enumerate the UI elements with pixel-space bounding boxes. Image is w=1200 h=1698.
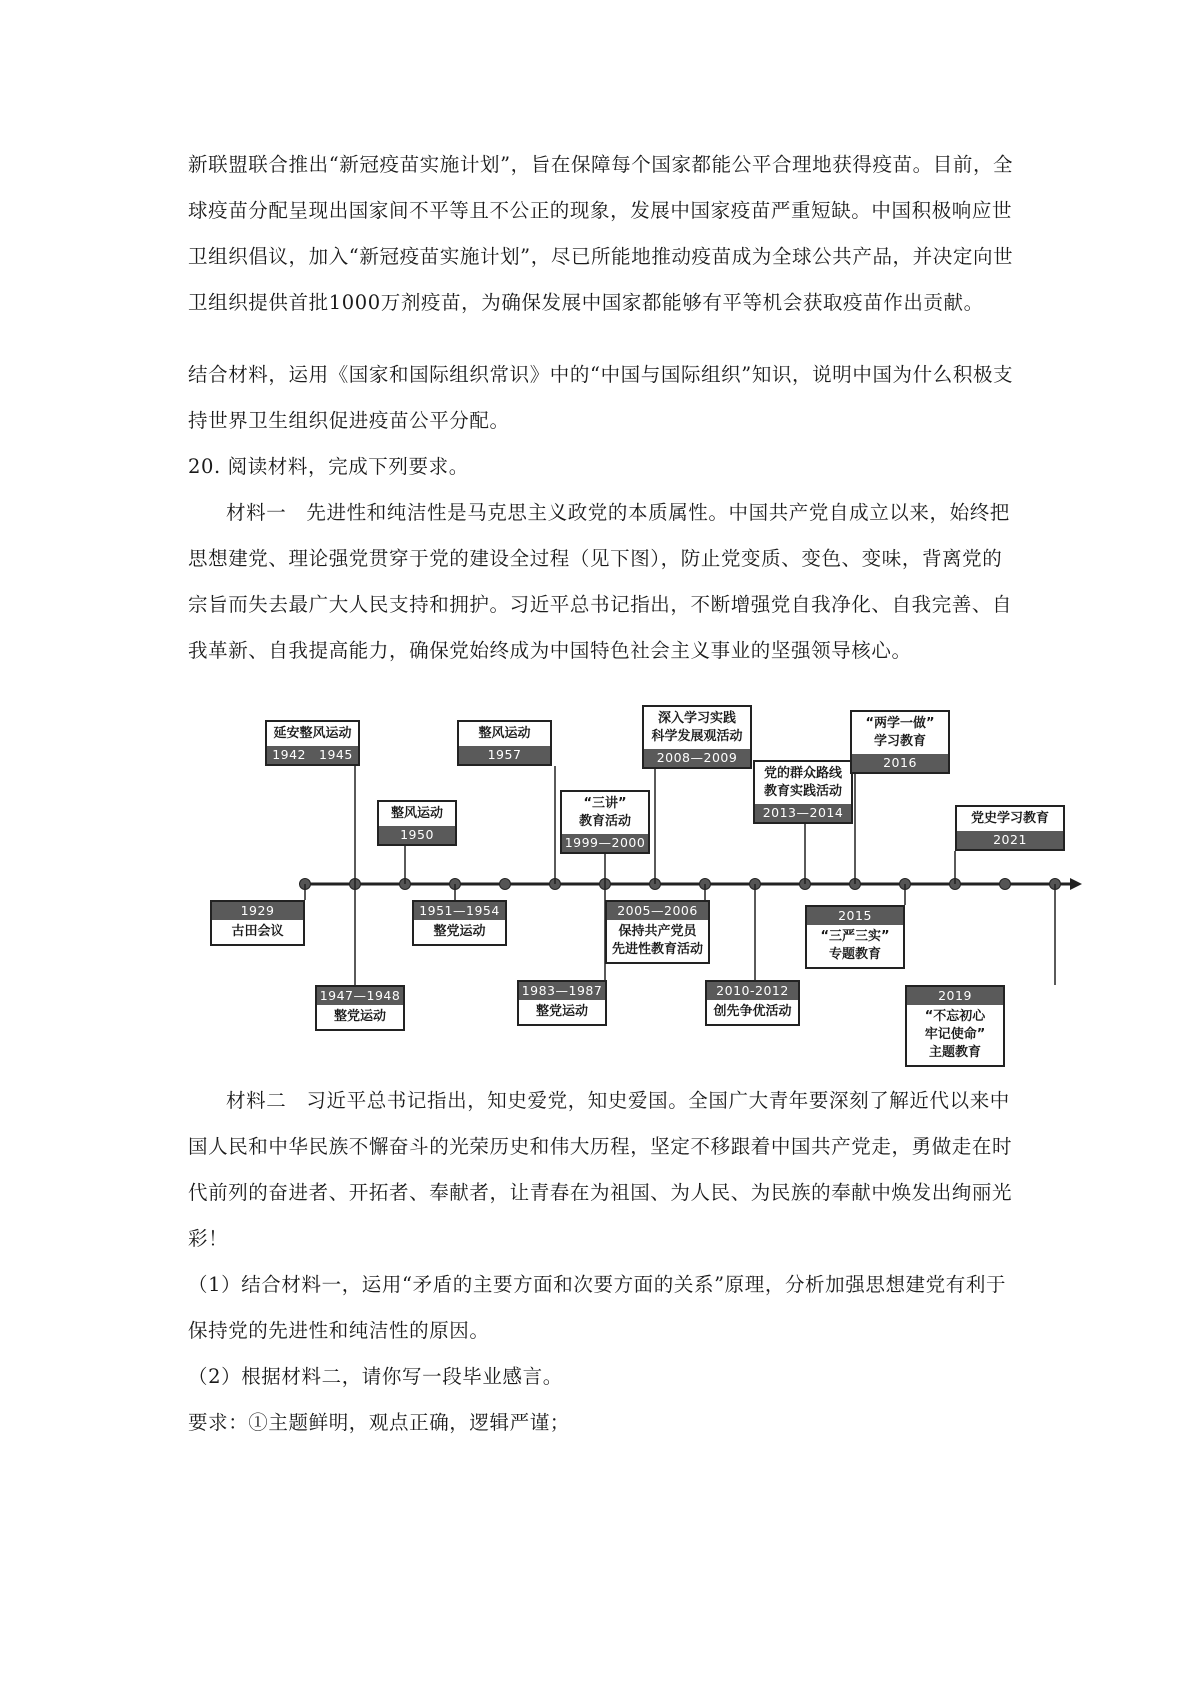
timeline-event-label-line: 整党运动 [433,924,486,939]
answer-requirements: 要求：①主题鲜明，观点正确，逻辑严谨； [188,1411,570,1434]
timeline-event-label-line: 科学发展观活动 [651,729,743,744]
timeline-dot [1000,879,1011,890]
timeline-event-year: 1929 [212,902,303,920]
timeline-event-below-7 [905,985,1005,1067]
timeline-event-year: 1950 [379,826,455,844]
timeline-event-year: 2013—2014 [755,804,851,822]
timeline-event-label-line: 主题教育 [928,1045,981,1060]
timeline-event-label-line: 专题教育 [828,947,881,962]
timeline-event-label [562,792,648,834]
timeline-event-label-line: “两学一做” [865,716,935,731]
sub-question-1: （1）结合材料一，运用“矛盾的主要方面和次要方面的关系”原理，分析加强思想建党有利于保持党的先进性和纯洁性的原因。 [188,1273,1007,1342]
timeline-event-label [607,920,708,962]
timeline-event-year: 1999—2000 [562,834,648,852]
timeline-event-label-line: “三讲” [583,796,627,811]
timeline-event-above-4 [642,705,752,769]
question-19-prompt: 结合材料，运用《国家和国际组织常识》中的“中国与国际组织”知识，说明中国为什么积极支持世界卫生组织促进疫苗公平分配。 [188,363,1014,432]
timeline-event-year: 2015 [807,907,903,925]
timeline-event-label [755,762,851,804]
timeline-event-label-line: 党的群众路线 [763,766,842,781]
question-20-title: 20. 阅读材料，完成下列要求。 [188,455,469,478]
timeline-event-label [957,807,1063,831]
timeline-event-label-line: 党史学习教育 [970,811,1049,826]
timeline-event-above-7 [955,805,1065,851]
timeline-event-above-3 [560,790,650,854]
timeline-event-label [644,707,750,749]
timeline-event-year: 1957 [459,746,550,764]
timeline-event-label-line: 整风运动 [390,806,443,821]
timeline-event-label [519,1000,605,1024]
timeline-dot [500,879,511,890]
timeline-event-label-line: 教育实践活动 [763,784,842,799]
paragraph-vaccine-material: 新联盟联合推出“新冠疫苗实施计划”，旨在保障每个国家都能公平合理地获得疫苗。目前，全球疫苗分配呈现出国家间不平等且不公正的现象，发展中国家疫苗严重短缺。中国积极响应世卫组织倡议，加入“新冠疫苗实施计划”，尽已所能地推动疫苗成为全球公共产品，并决定向世卫组织提供首批1000万剂疫苗，为确保发展中国家都能够有平等机会获取疫苗作出贡献。 [188,153,1014,314]
timeline-event-label-line: 先进性教育活动 [611,942,703,957]
timeline-event-above-2 [457,720,552,766]
timeline-event-above-5 [753,760,853,824]
timeline-event-label [707,1000,798,1024]
timeline-event-year: 2019 [907,987,1003,1005]
sub-question-2: （2）根据材料二，请你写一段毕业感言。 [188,1365,563,1388]
timeline-event-label-line: 牢记使命” [924,1027,986,1042]
timeline-event-label-line: 保持共产党员 [618,924,697,939]
timeline-event-above-0 [265,720,360,766]
timeline-event-year: 2008—2009 [644,749,750,767]
timeline-event-label-line: 创先争优活动 [713,1004,792,1019]
timeline-event-below-6 [805,905,905,969]
timeline-event-below-4 [605,900,710,964]
timeline-event-label [807,925,903,967]
timeline-event-label [907,1005,1003,1065]
timeline-event-below-3 [517,980,607,1026]
timeline-event-year: 2010-2012 [707,982,798,1000]
timeline-event-label [212,920,303,944]
timeline-event-year: 2005—2006 [607,902,708,920]
timeline-event-label [317,1005,403,1029]
timeline-event-label-line: 整风运动 [478,726,531,741]
material-two: 材料二 习近平总书记指出，知史爱党，知史爱国。全国广大青年要深刻了解近代以来中国人民和中华民族不懈奋斗的光荣历史和伟大历程，坚定不移跟着中国共产党走，勇做走在时代前列的奋进者、开拓者、奉献者，让青春在为祖国、为人民、为民族的奉献中焕发出绚丽光彩！ [188,1089,1013,1250]
timeline-event-year: 1951—1954 [414,902,505,920]
timeline-arrow-icon [1070,878,1082,890]
timeline-event-year: 1942 1945 [267,746,358,764]
timeline-event-below-0 [210,900,305,946]
timeline-event-year: 2021 [957,831,1063,849]
timeline-event-below-5 [705,980,800,1026]
timeline-event-label-line: “不忘初心 [924,1009,986,1024]
timeline-event-label-line: 教育活动 [578,814,631,829]
timeline-event-year: 2016 [852,754,948,772]
timeline-event-label-line: “三严三实” [820,929,890,944]
timeline-event-label [414,920,505,944]
timeline-event-above-1 [377,800,457,846]
timeline-event-label [379,802,455,826]
timeline-event-below-1 [315,985,405,1031]
timeline-event-label-line: 深入学习实践 [657,711,736,726]
timeline-event-label [459,722,550,746]
timeline-event-label-line: 整党运动 [535,1004,588,1019]
timeline-event-below-2 [412,900,507,946]
timeline-event-label-line: 古田会议 [231,924,284,939]
timeline-event-label-line: 整党运动 [333,1009,386,1024]
timeline-event-label-line: 延安整风运动 [273,726,352,741]
timeline-event-label [267,722,358,746]
material-one: 材料一 先进性和纯洁性是马克思主义政党的本质属性。中国共产党自成立以来，始终把思想建党、理论强党贯穿于党的建设全过程（见下图），防止党变质、变色、变味，背离党的宗旨而失去最广大人民支持和拥护。习近平总书记指出，不断增强党自我净化、自我完善、自我革新、自我提高能力，确保党始终成为中国特色社会主义事业的坚强领导核心。 [188,501,1013,662]
timeline-event-above-6 [850,710,950,774]
timeline-event-year: 1983—1987 [519,982,605,1000]
timeline-event-year: 1947—1948 [317,987,403,1005]
timeline-event-label [852,712,948,754]
timeline-event-label-line: 学习教育 [873,734,926,749]
